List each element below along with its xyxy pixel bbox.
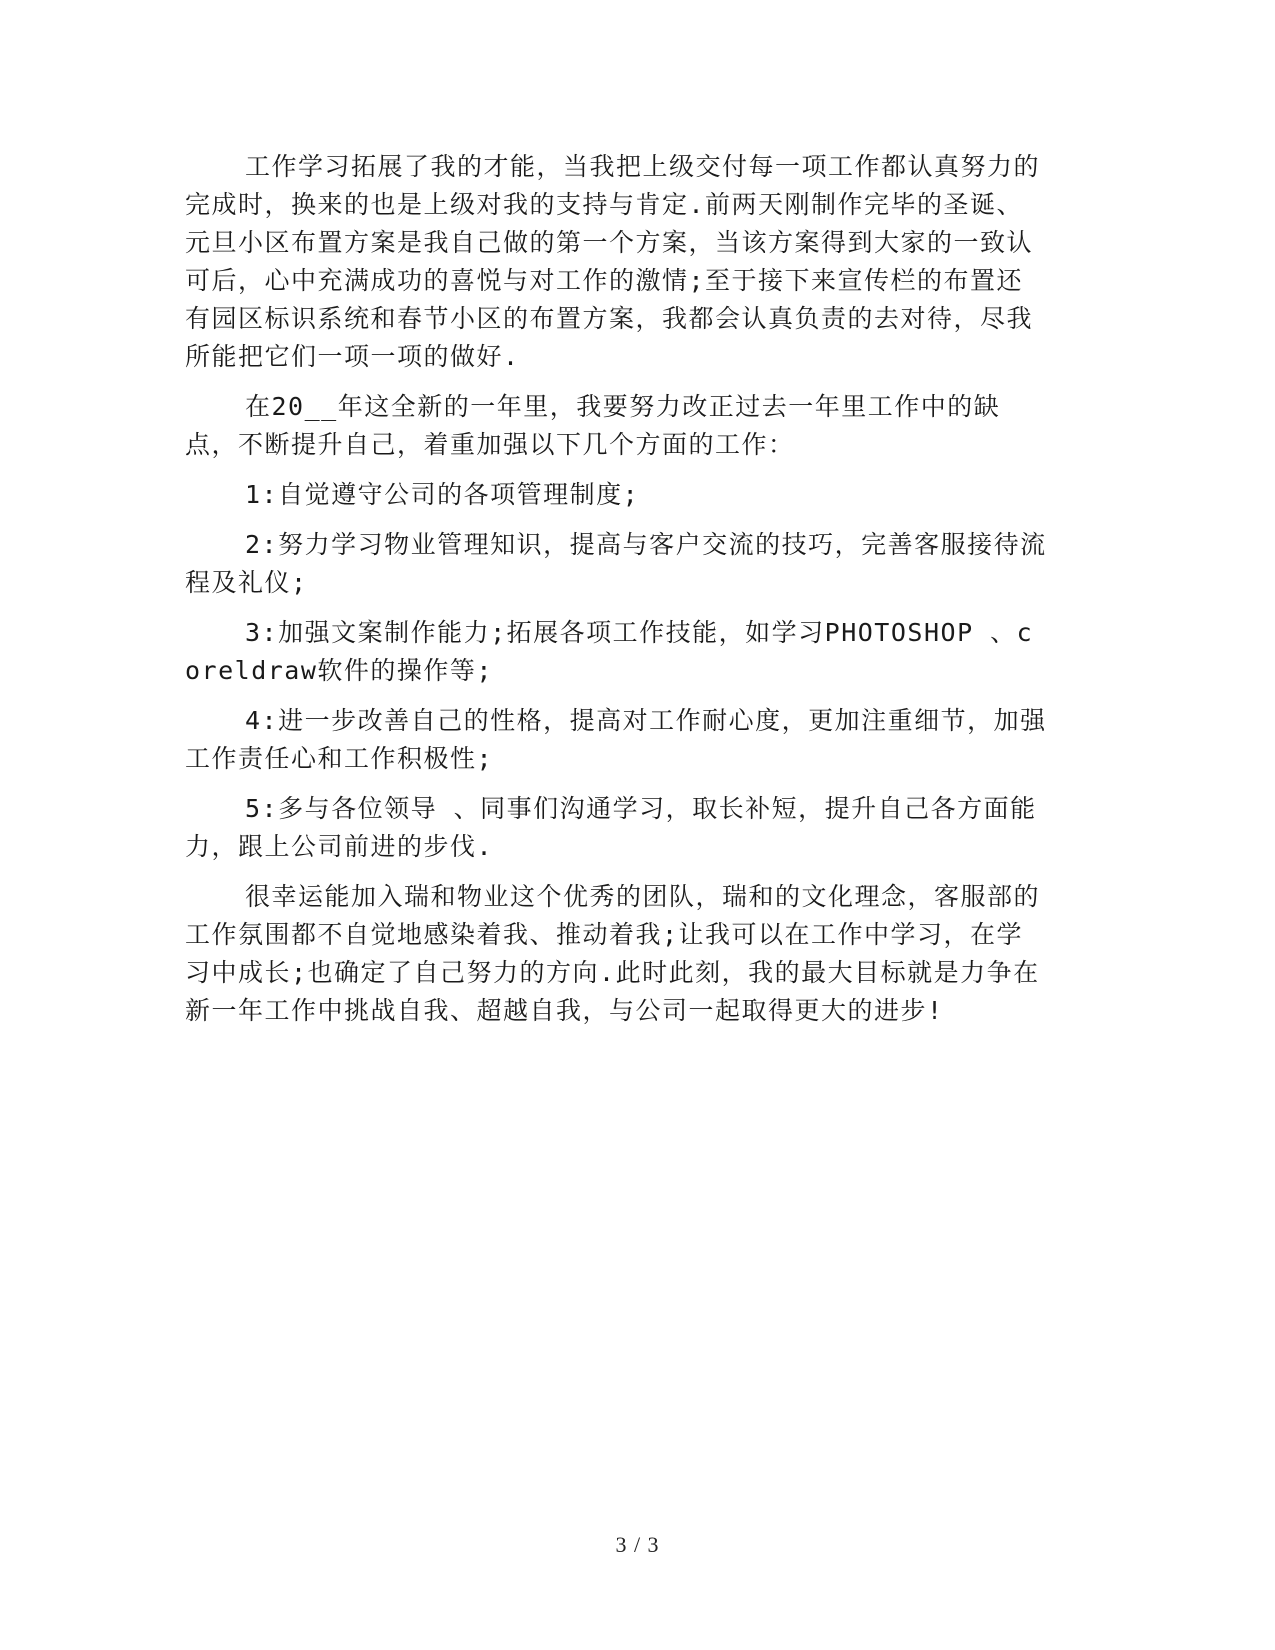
list-item-5: 5:多与各位领导 、同事们沟通学习，取长补短，提升自己各方面能力，跟上公司前进的步伐. [185,794,1037,861]
document-body [185,148,1047,1042]
list-item-4: 4:进一步改善自己的性格，提高对工作耐心度，更加注重细节，加强工作责任心和工作积极性; [185,706,1047,773]
paragraph-work-growth: 工作学习拓展了我的才能，当我把上级交付每一项工作都认真努力的完成时，换来的也是上级对我的支持与肯定.前两天刚制作完毕的圣诞、元旦小区布置方案是我自己做的第一个方案，当该方案得到大家的一致认可后，心中充满成功的喜悦与对工作的激情;至于接下来宣传栏的布置还有园区标识系统和春节小区的布置方案，我都会认真负责的去对待，尽我所能把它们一项一项的做好. [185,152,1041,371]
list-item-1: 1:自觉遵守公司的各项管理制度; [245,480,640,509]
list-item-3: 3:加强文案制作能力;拓展各项工作技能，如学习PHOTOSHOP 、coreldraw软件的操作等; [185,618,1034,685]
paragraph-new-year-goals: 在20__年这全新的一年里，我要努力改正过去一年里工作中的缺点，不断提升自己，着重加强以下几个方面的工作： [185,392,1001,459]
page-number: 3 / 3 [615,1532,660,1557]
list-item-2: 2:努力学习物业管理知识，提高与客户交流的技巧，完善客服接待流程及礼仪; [185,530,1047,597]
paragraph-closing: 很幸运能加入瑞和物业这个优秀的团队，瑞和的文化理念，客服部的工作氛围都不自觉地感染着我、推动着我;让我可以在工作中学习，在学习中成长;也确定了自己努力的方向.此时此刻，我的最大目标就是力争在新一年工作中挑战自我、超越自我，与公司一起取得更大的进步! [185,882,1041,1025]
